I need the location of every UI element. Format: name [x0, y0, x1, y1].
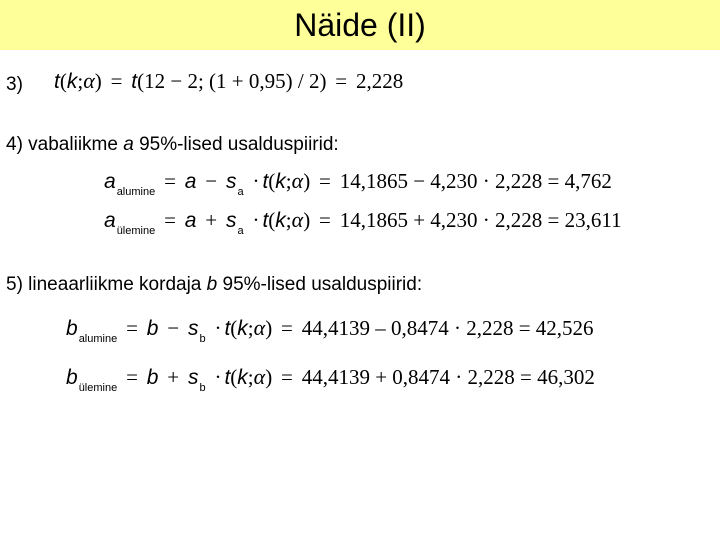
row-var: a	[104, 209, 116, 232]
row-dot: ·	[252, 169, 260, 193]
row-numeric: 44,4139 + 0,8474 · 2,228 = 46,302	[301, 365, 595, 389]
row-eq: =	[126, 365, 138, 389]
row-close: )	[303, 169, 311, 193]
row-open: (	[268, 169, 276, 193]
row-close: )	[265, 316, 273, 340]
row-eq2: =	[319, 208, 331, 232]
row-dot: ·	[252, 208, 260, 232]
row-estimate: b	[146, 366, 159, 389]
row-pm: +	[167, 365, 180, 389]
row-k: k	[237, 317, 248, 340]
row-dot: ·	[214, 316, 222, 340]
row-var: b	[66, 366, 78, 389]
row-numeric: 44,4139 – 0,8474 · 2,228 = 42,526	[301, 316, 594, 340]
row-pm: +	[205, 208, 218, 232]
item4-label-suffix: 95%-lised usalduspiirid:	[133, 134, 339, 155]
row-pm: −	[205, 169, 218, 193]
row-var-sub: ülemine	[78, 382, 118, 394]
item4-label	[6, 134, 339, 156]
row-var: b	[66, 317, 78, 340]
row-dot: ·	[214, 365, 222, 389]
row-t: t	[224, 366, 231, 389]
row-s-sub: b	[199, 382, 206, 394]
row-alpha: α	[291, 207, 304, 232]
row-k: k	[237, 366, 248, 389]
row-close: )	[265, 365, 273, 389]
row-open: (	[230, 365, 238, 389]
row-semi: ;	[285, 208, 292, 232]
item3-eq: =	[110, 69, 123, 93]
row-semi: ;	[247, 365, 254, 389]
row-t: t	[262, 170, 269, 193]
row-eq2: =	[281, 316, 293, 340]
row-eq2: =	[319, 169, 331, 193]
row-alpha: α	[253, 315, 266, 340]
row-s: s	[225, 170, 237, 193]
row-var-sub: alumine	[78, 333, 118, 345]
item3-lhs-close: )	[94, 69, 102, 93]
row-estimate: a	[184, 209, 197, 232]
item5-label-var: b	[206, 274, 218, 295]
row-s-sub: a	[237, 186, 244, 198]
row-s: s	[225, 209, 237, 232]
item5-label-prefix: 5) lineaarliikme kordaja	[6, 274, 207, 295]
row-k: k	[275, 209, 286, 232]
item3-rhs-t: t	[131, 70, 138, 93]
row-semi: ;	[247, 316, 254, 340]
row-eq2: =	[281, 365, 293, 389]
item3-eq2: =	[335, 69, 348, 93]
row-k: k	[275, 170, 286, 193]
slide-title: Näide (II)	[294, 7, 426, 43]
item3-result: 2,228	[355, 69, 404, 93]
item5-row-upper	[66, 364, 595, 394]
item4-label-var: a	[123, 134, 134, 155]
row-t: t	[262, 209, 269, 232]
row-pm: −	[167, 316, 180, 340]
item5-row-lower	[66, 315, 594, 345]
row-estimate: b	[146, 317, 159, 340]
item3-formula	[54, 68, 403, 95]
item3-lhs-open: (	[59, 69, 67, 93]
row-eq: =	[164, 169, 176, 193]
item4-label-prefix: 4) vabaliikme	[6, 134, 124, 155]
row-s: s	[187, 366, 199, 389]
row-close: )	[303, 208, 311, 232]
item5-label	[6, 274, 422, 296]
row-var: a	[104, 170, 116, 193]
row-alpha: α	[291, 168, 304, 193]
row-var-sub: alumine	[116, 186, 156, 198]
item4-row-lower	[104, 168, 612, 198]
row-open: (	[230, 316, 238, 340]
item3-lhs-alpha: α	[83, 68, 95, 93]
item3-rhs-args: (12 − 2; (1 + 0,95) / 2)	[137, 69, 327, 93]
row-open: (	[268, 208, 276, 232]
item5-label-suffix: 95%-lised usalduspiirid:	[217, 274, 423, 295]
row-semi: ;	[285, 169, 292, 193]
row-s-sub: a	[237, 225, 244, 237]
item3-label: 3)	[6, 74, 23, 95]
row-alpha: α	[253, 364, 266, 389]
row-numeric: 14,1865 − 4,230 · 2,228 = 4,762	[339, 169, 612, 193]
item4-row-upper	[104, 207, 622, 237]
item3-lhs-k: k	[66, 70, 78, 93]
item3-lhs-semi: ;	[77, 69, 84, 93]
row-s-sub: b	[199, 333, 206, 345]
row-eq: =	[164, 208, 176, 232]
row-var-sub: ülemine	[116, 225, 156, 237]
row-estimate: a	[184, 170, 197, 193]
row-s: s	[187, 317, 199, 340]
row-t: t	[224, 317, 231, 340]
item3-lhs-t: t	[54, 70, 60, 93]
row-numeric: 14,1865 + 4,230 · 2,228 = 23,611	[339, 208, 622, 232]
row-eq: =	[126, 316, 138, 340]
